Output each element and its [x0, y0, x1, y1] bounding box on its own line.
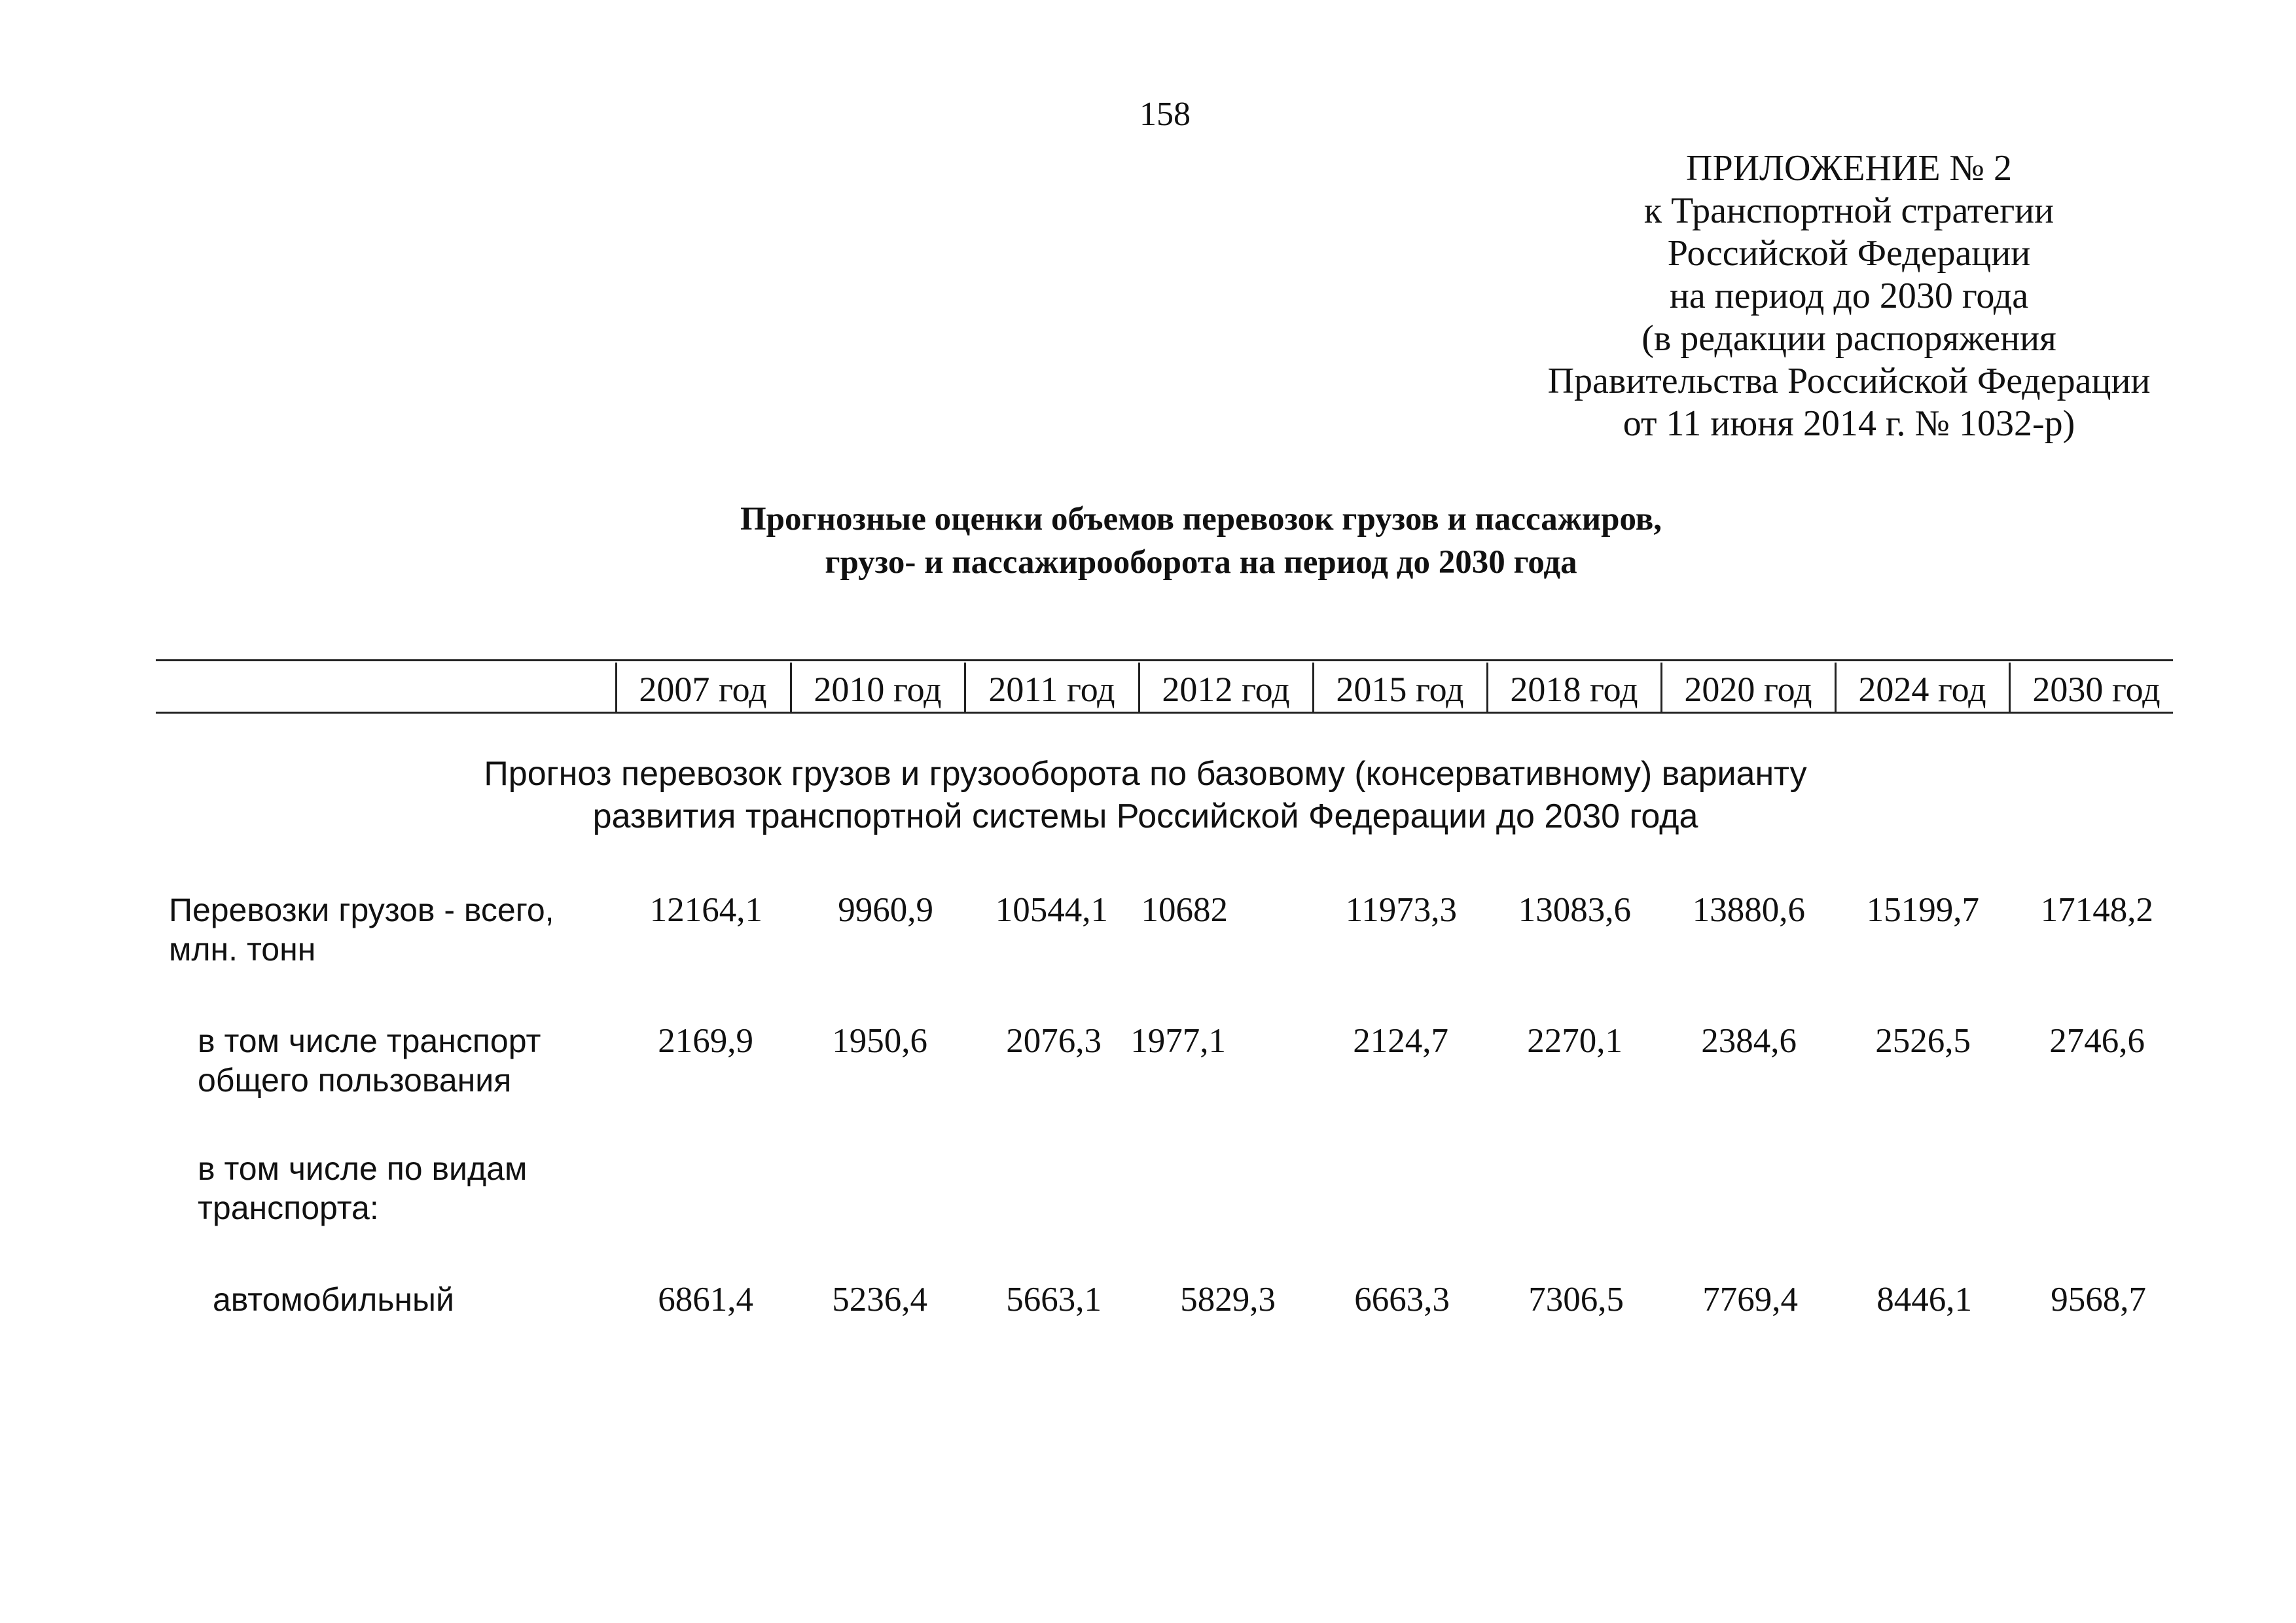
table-cell: 10682: [1141, 891, 1228, 929]
row-label-line: Перевозки грузов - всего,: [169, 892, 554, 928]
column-header-2024: 2024 год: [1858, 670, 1986, 709]
table-cell: 9960,9: [838, 891, 933, 929]
table-cell: 9568,7: [2051, 1281, 2146, 1319]
section-title: [393, 753, 1898, 838]
column-header-2018: 2018 год: [1510, 670, 1638, 709]
table-cell: 11973,3: [1345, 891, 1457, 929]
table-cell: 7769,4: [1702, 1281, 1798, 1319]
appendix-line: Правительства Российской Федерации: [1547, 361, 2151, 401]
table-cell: 8446,1: [1876, 1281, 1972, 1319]
row-label-line: млн. тонн: [169, 931, 316, 968]
row-label-line: в том числе транспорт: [198, 1023, 541, 1059]
table-cell: 15199,7: [1866, 891, 1979, 929]
table-cell: 2270,1: [1527, 1022, 1623, 1060]
page-number: 158: [1139, 96, 1191, 133]
column-header-2011: 2011 год: [988, 670, 1115, 709]
table-cell: 2076,3: [1006, 1022, 1102, 1060]
table-cell: 6663,3: [1354, 1281, 1450, 1319]
row-label-road-transport: [213, 1280, 454, 1319]
column-header-2030: 2030 год: [2032, 670, 2161, 709]
table-cell: 17148,2: [2040, 891, 2153, 929]
row-label-total-cargo: [169, 890, 554, 969]
row-label-line: транспорта:: [198, 1190, 379, 1226]
column-header-2020: 2020 год: [1684, 670, 1812, 709]
table-cell: 5829,3: [1180, 1281, 1276, 1319]
table-cell: 2169,9: [658, 1022, 753, 1060]
table-cell: 12164,1: [649, 891, 762, 929]
document-title-line: грузо- и пассажирооборота на период до 2030 года: [825, 544, 1577, 581]
table-cell: 7306,5: [1528, 1281, 1624, 1319]
appendix-number: ПРИЛОЖЕНИЕ № 2: [1686, 148, 2012, 189]
appendix-line: (в редакции распоряжения: [1641, 318, 2056, 359]
appendix-line: Российской Федерации: [1667, 233, 2031, 274]
section-title-line: развития транспортной системы Российской Федерации до 2030 года: [592, 797, 1698, 835]
document-title: [458, 498, 1944, 584]
table-header-bottom-rule: [156, 712, 2173, 714]
document-title-line: Прогнозные оценки объемов перевозок грузов и пассажиров,: [740, 501, 1662, 538]
column-header-2012: 2012 год: [1162, 670, 1290, 709]
row-label-line: в том числе по видам: [198, 1150, 528, 1187]
table-cell: 6861,4: [658, 1281, 753, 1319]
table-cell: 5663,1: [1006, 1281, 1102, 1319]
table-cell: 1977,1: [1130, 1022, 1226, 1060]
appendix-line: на период до 2030 года: [1669, 276, 2029, 316]
table-cell: 2526,5: [1875, 1022, 1971, 1060]
table-cell: 2124,7: [1353, 1022, 1448, 1060]
table-cell: 2384,6: [1701, 1022, 1797, 1060]
column-header-2015: 2015 год: [1336, 670, 1464, 709]
table-cell: 1950,6: [832, 1022, 927, 1060]
table-cell: 5236,4: [832, 1281, 927, 1319]
appendix-line: к Транспортной стратегии: [1643, 191, 2054, 231]
row-label-line: автомобильный: [213, 1281, 454, 1318]
row-label-line: общего пользования: [198, 1062, 512, 1099]
column-header-2010: 2010 год: [814, 670, 942, 709]
appendix-line: от 11 июня 2014 г. № 1032-р): [1623, 403, 2075, 444]
table-top-rule: [156, 659, 2173, 661]
table-cell: 10544,1: [995, 891, 1108, 929]
row-label-public-transport: [198, 1021, 541, 1100]
appendix-header: [1473, 147, 2225, 445]
table-cell: 13083,6: [1518, 891, 1631, 929]
column-header-2007: 2007 год: [639, 670, 767, 709]
table-cell: 13880,6: [1692, 891, 1805, 929]
row-label-by-transport-type: [198, 1149, 527, 1228]
section-title-line: Прогноз перевозок грузов и грузооборота по базовому (консервативному) варианту: [484, 755, 1807, 793]
table-cell: 2746,6: [2049, 1022, 2145, 1060]
